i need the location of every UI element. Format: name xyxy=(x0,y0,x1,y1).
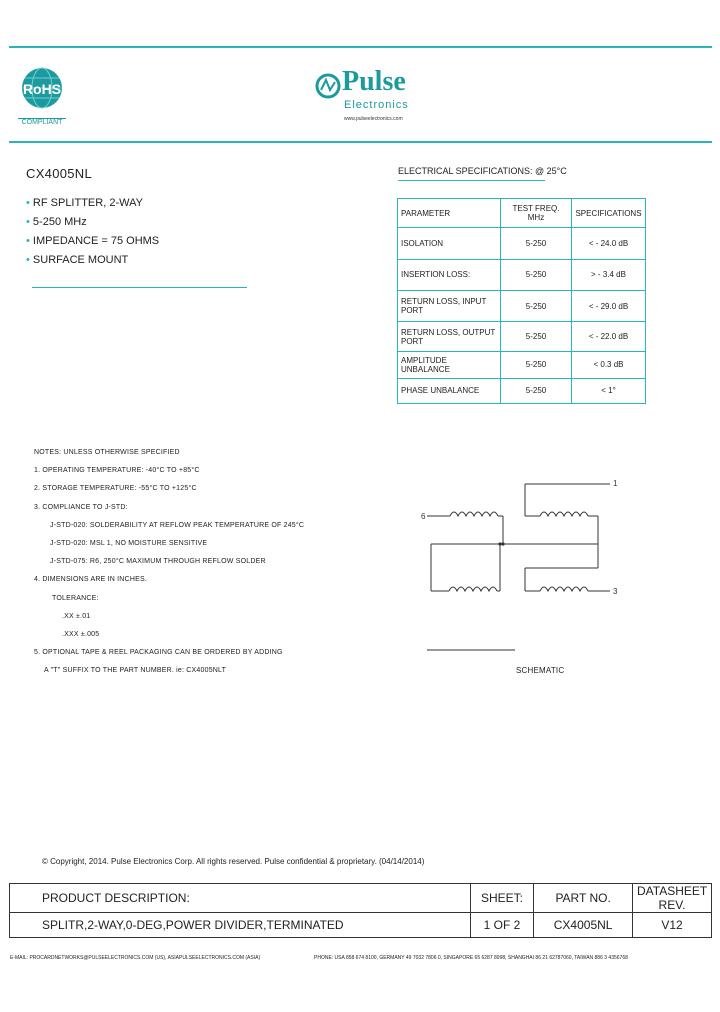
table-row xyxy=(398,259,646,290)
top-rule xyxy=(9,46,712,48)
header-freq: TEST FREQ. MHz xyxy=(501,199,572,228)
note-line: 4. DIMENSIONS ARE IN INCHES. xyxy=(34,576,147,584)
title-block-header xyxy=(10,884,712,913)
row-freq: 5-250 xyxy=(501,351,572,378)
note-line: J-STD-020: SOLDERABILITY AT REFLOW PEAK TEMPERATURE OF 245°C xyxy=(50,521,305,529)
sheet-value: 1 OF 2 xyxy=(470,913,533,938)
part-value: CX4005NL xyxy=(534,913,633,938)
pulse-logo xyxy=(315,66,415,132)
coil xyxy=(450,512,498,516)
table-row xyxy=(398,291,646,322)
table-row xyxy=(398,378,646,403)
row-spec: < - 29.0 dB xyxy=(572,291,646,322)
row-param: PHASE UNBALANCE xyxy=(398,378,501,403)
note-line: 5. OPTIONAL TAPE & REEL PACKAGING CAN BE ORDERED BY ADDING xyxy=(34,649,283,657)
sheet-header: SHEET: xyxy=(470,884,533,913)
coil xyxy=(540,512,588,516)
specs-title: ELECTRICAL SPECIFICATIONS: @ 25°C xyxy=(398,166,567,176)
part-header: PART NO. xyxy=(534,884,633,913)
note-line: J-STD-020: MSL 1, NO MOISTURE SENSITIVE xyxy=(50,540,208,548)
schematic-label: SCHEMATIC xyxy=(516,666,565,675)
pulse-mark-icon xyxy=(315,72,341,100)
schematic-diagram xyxy=(415,476,645,656)
pin-out1-label: 1 xyxy=(613,479,618,488)
rohs-sub: COMPLIANT xyxy=(18,118,66,126)
table-row xyxy=(398,322,646,351)
brand-sub: Electronics xyxy=(344,99,409,111)
spec-table xyxy=(397,198,646,404)
note-line: NOTES: UNLESS OTHERWISE SPECIFIED xyxy=(34,449,180,456)
row-spec: < 0.3 dB xyxy=(572,351,646,378)
row-freq: 5-250 xyxy=(501,291,572,322)
row-param: RETURN LOSS, OUTPUT PORT xyxy=(398,322,501,351)
brand-name: Pulse xyxy=(342,66,406,97)
notes-block xyxy=(34,444,304,681)
pin-out2-label: 3 xyxy=(613,587,618,596)
feature-item: • RF SPLITTER, 2-WAY xyxy=(26,197,143,209)
table-row xyxy=(398,228,646,259)
header-spec: SPECIFICATIONS xyxy=(572,199,646,228)
desc-header: PRODUCT DESCRIPTION: xyxy=(10,884,471,913)
note-line: 2. STORAGE TEMPERATURE: -55°C TO +125°C xyxy=(34,485,197,493)
coil xyxy=(540,587,588,591)
pin-in-label: 6 xyxy=(421,512,426,521)
note-line: 3. COMPLIANCE TO J-STD: xyxy=(34,503,128,511)
rev-value: V12 xyxy=(632,913,711,938)
note-line: 1. OPERATING TEMPERATURE: -40°C TO +85°C xyxy=(34,467,200,475)
row-param: AMPLITUDE UNBALANCE xyxy=(398,351,501,378)
globe-icon xyxy=(18,66,66,112)
product-part: CX4005NL xyxy=(26,166,92,181)
contact-email: E-MAIL: PROCARDNETWORKS@PULSEELECTRONICS.COM (US), ASIAPULSEELECTRONICS.COM (ASIA) xyxy=(10,955,261,961)
copyright: © Copyright, 2014. Pulse Electronics Corp. All rights reserved. Pulse confidential & proprietary. (04/14/2014) xyxy=(42,857,425,866)
row-param: RETURN LOSS, INPUT PORT xyxy=(398,291,501,322)
header-rule xyxy=(9,141,712,143)
title-block-values xyxy=(10,913,712,938)
contact-phone: PHONE: USA 858 674 8100, GERMANY 49 7032 7806 0, SINGAPORE 65 6287 8998, SHANGHAI 86 21 62787060, TAIWAN 886 3 4356768 xyxy=(314,955,628,961)
feature-rule xyxy=(32,287,247,288)
feature-item: • IMPEDANCE = 75 OHMS xyxy=(26,235,160,247)
row-freq: 5-250 xyxy=(501,322,572,351)
row-spec: < - 24.0 dB xyxy=(572,228,646,259)
header-param: PARAMETER xyxy=(398,199,501,228)
rev-header: DATASHEET REV. xyxy=(632,884,711,913)
row-param: ISOLATION xyxy=(398,228,501,259)
note-line: .XXX ±.005 xyxy=(62,631,100,639)
note-line: .XX ±.01 xyxy=(62,612,91,620)
row-freq: 5-250 xyxy=(501,259,572,290)
table-header xyxy=(398,199,646,228)
row-spec: < 1° xyxy=(572,378,646,403)
feature-item: • 5-250 MHz xyxy=(26,216,87,228)
rohs-label: RoHS xyxy=(22,81,62,97)
row-spec: > - 3.4 dB xyxy=(572,259,646,290)
feature-item: • SURFACE MOUNT xyxy=(26,254,129,266)
row-spec: < - 22.0 dB xyxy=(572,322,646,351)
rohs-logo xyxy=(18,66,66,126)
note-line: A "T" SUFFIX TO THE PART NUMBER. ie: CX4005NLT xyxy=(44,667,227,675)
coil xyxy=(449,587,497,591)
row-param: INSERTION LOSS: xyxy=(398,259,501,290)
table-row xyxy=(398,351,646,378)
row-freq: 5-250 xyxy=(501,378,572,403)
specs-title-rule xyxy=(398,180,545,181)
row-freq: 5-250 xyxy=(501,228,572,259)
note-line: J-STD-075: R6, 250°C MAXIMUM THROUGH REFLOW SOLDER xyxy=(50,558,266,566)
desc-value: SPLITR,2-WAY,0-DEG,POWER DIVIDER,TERMINATED xyxy=(10,913,471,938)
title-block xyxy=(9,883,712,938)
feature-list xyxy=(26,197,159,273)
note-line: TOLERANCE: xyxy=(52,594,99,602)
brand-url: www.pulseelectronics.com xyxy=(344,116,403,122)
